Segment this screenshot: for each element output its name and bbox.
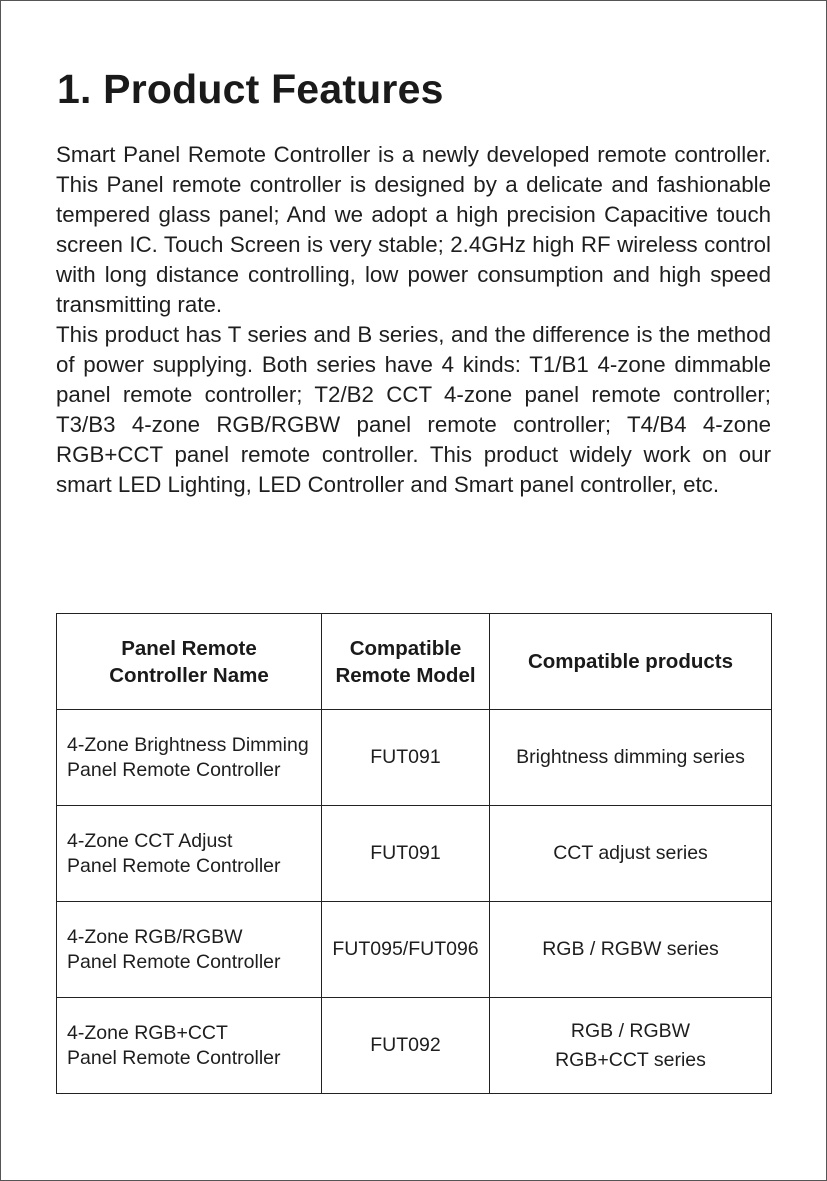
cell-controller-name: 4-Zone CCT Adjust Panel Remote Controller: [57, 806, 322, 902]
paragraph: Smart Panel Remote Controller is a newly developed remote controller. This Panel remote controller is designed by a delicate and fashionable tempered glass panel; And we adopt a high precision Capacitive touch screen IC. Touch Screen is very stable; 2.4GHz high RF wireless control with long distance controlling, low power consumption and high speed transmitting rate.: [56, 142, 771, 317]
cell-controller-name: 4-Zone RGB+CCT Panel Remote Controller: [57, 998, 322, 1094]
compatibility-table: [56, 613, 772, 1094]
table-row: [57, 998, 772, 1094]
cell-controller-name: 4-Zone RGB/RGBW Panel Remote Controller: [57, 902, 322, 998]
cell-remote-model: FUT091: [322, 806, 490, 902]
header-controller-name: Panel Remote Controller Name: [57, 614, 322, 710]
paragraph: This product has T series and B series, and the difference is the method of power supplying. Both series have 4 kinds: T1/B1 4-zone dimmable panel remote controller; T2/B2 CCT 4-zone panel remote controller; T3/B3 4-zone RGB/RGBW panel remote controller; T4/B4 4-zone RGB+CCT panel remote controller. This product widely work on our smart LED Lighting, LED Controller and Smart panel controller, etc.: [56, 322, 771, 497]
header-remote-model: Compatible Remote Model: [322, 614, 490, 710]
cell-compatible-products: CCT adjust series: [490, 806, 772, 902]
table-row: [57, 710, 772, 806]
cell-controller-name: 4-Zone Brightness Dimming Panel Remote Controller: [57, 710, 322, 806]
cell-compatible-products: Brightness dimming series: [490, 710, 772, 806]
cell-remote-model: FUT095/FUT096: [322, 902, 490, 998]
cell-compatible-products: RGB / RGBW RGB+CCT series: [490, 998, 772, 1094]
table-header-row: [57, 614, 772, 710]
cell-remote-model: FUT092: [322, 998, 490, 1094]
table-row: [57, 902, 772, 998]
cell-remote-model: FUT091: [322, 710, 490, 806]
section-title: 1. Product Features: [57, 66, 444, 112]
features-description: [56, 140, 771, 500]
table-row: [57, 806, 772, 902]
header-compatible-products: Compatible products: [490, 614, 772, 710]
cell-compatible-products: RGB / RGBW series: [490, 902, 772, 998]
